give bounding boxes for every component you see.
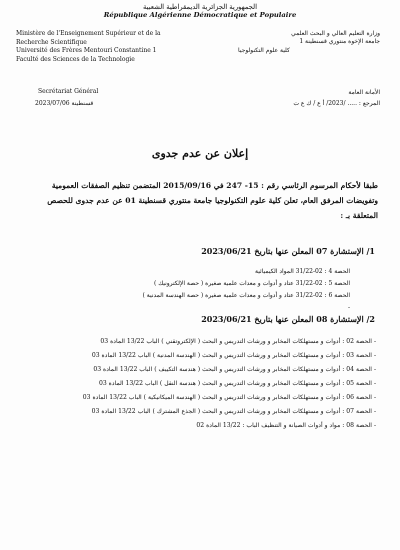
ministry-french: Ministère de l'Enseignement Supérieur et de la Recherche Scientifique <box>16 30 161 46</box>
intro-paragraph: طبقا لأحكام المرسوم الرئاسي رقم : 15- 247 في 2015/09/16 المتضمن تنظيم الصفقات العمومية وتفويضات المرفق العام، تعلن كلية علوم التكنولوجيا جامعة منتوري قسنطينة 01 عن عدم جدوى للحصص المتعلقة بـ : <box>47 181 378 220</box>
section-2-lot: - الحصة 02 : أدوات و مستهلكات المخابر و ورشات التدريس و البحث ( الإلكتروتقني ) الباب 13/22 المادة 03 <box>100 338 376 345</box>
institution-block-french <box>16 30 166 64</box>
section-1-lot: الحصة 6 : 02-31/22 عتاد و أدوات و معدات علمية صغيرة ( حصة الهندسة المدنية ) <box>142 292 350 299</box>
ministry-arabic: وزارة التعليم العالي و البحث العلمي <box>291 30 380 37</box>
section-1-lot: الحصة 4 : 02-31/22 المواد الكيميائية <box>255 268 350 275</box>
republic-french: République Algérienne Démocratique et Populaire <box>103 11 297 19</box>
faculty-arabic: كلية علوم التكنولوجيا <box>238 47 290 54</box>
announcement-title: إعلان عن عدم جدوى <box>151 147 249 160</box>
document-date: قسنطينة 2023/07/06 <box>35 100 94 107</box>
secretariat-french: Secrétariat Général <box>38 88 99 95</box>
section-2-lot: - الحصة 07 : أدوات و مستهلكات المخابر و ورشات التدريس و البحث ( الجذع المشترك ) الباب 13/22 المادة 03 <box>91 408 376 415</box>
university-french: Université des Frères Mentouri Constantine 1 <box>16 47 157 54</box>
faculty-french: Faculté des Sciences de la Technologie <box>16 55 135 63</box>
secretariat-arabic: الأمانة العامة <box>348 89 380 96</box>
section-2-lot: - الحصة 05 : أدوات و مستهلكات المخابر و ورشات التدريس و البحث ( هندسة النقل ) الباب 13/22 المادة 03 <box>98 380 376 387</box>
section-2-lot: - الحصة 04 : أدوات و مستهلكات المخابر و ورشات التدريس و البحث ( هندسة التكييف ) الباب 13/22 المادة 03 <box>93 366 376 373</box>
section-2-lot: - الحصة 03 : أدوات و مستهلكات المخابر و ورشات التدريس و البحث ( الهندسة المدنية ) الباب 13/22 المادة 03 <box>91 352 376 359</box>
section-2-heading: 2/ الإستشارة 08 المعلن عنها بتاريخ 2023/06/21 <box>201 314 375 324</box>
university-arabic: جامعة الإخوة منتوري قسنطينة 1 <box>299 38 380 45</box>
republic-arabic: الجمهورية الجزائرية الديمقراطية الشعبية <box>143 3 257 11</box>
section-2-lot: - الحصة 08 : مواد و أدوات الصيانة و التنظيف الباب : 13/22 المادة 02 <box>196 422 376 429</box>
section-1-lot: الحصة 5 : 02-31/22 عتاد و أدوات و معدات علمية صغيرة ( حصة الإلكترونيك ) <box>153 280 350 287</box>
section-1-heading: 1/ الإستشارة 07 المعلن عنها بتاريخ 2023/06/21 <box>201 246 375 256</box>
section-1-trailing-dash: - <box>347 304 350 311</box>
section-2-lot: - الحصة 06 : أدوات و مستهلكات المخابر و ورشات التدريس و البحث ( الهندسة الميكانيكية ) الباب 13/22 المادة 03 <box>82 394 376 401</box>
reference-number: المرجع : ..... /2023/ أ ع / ك ع ت <box>293 100 380 107</box>
